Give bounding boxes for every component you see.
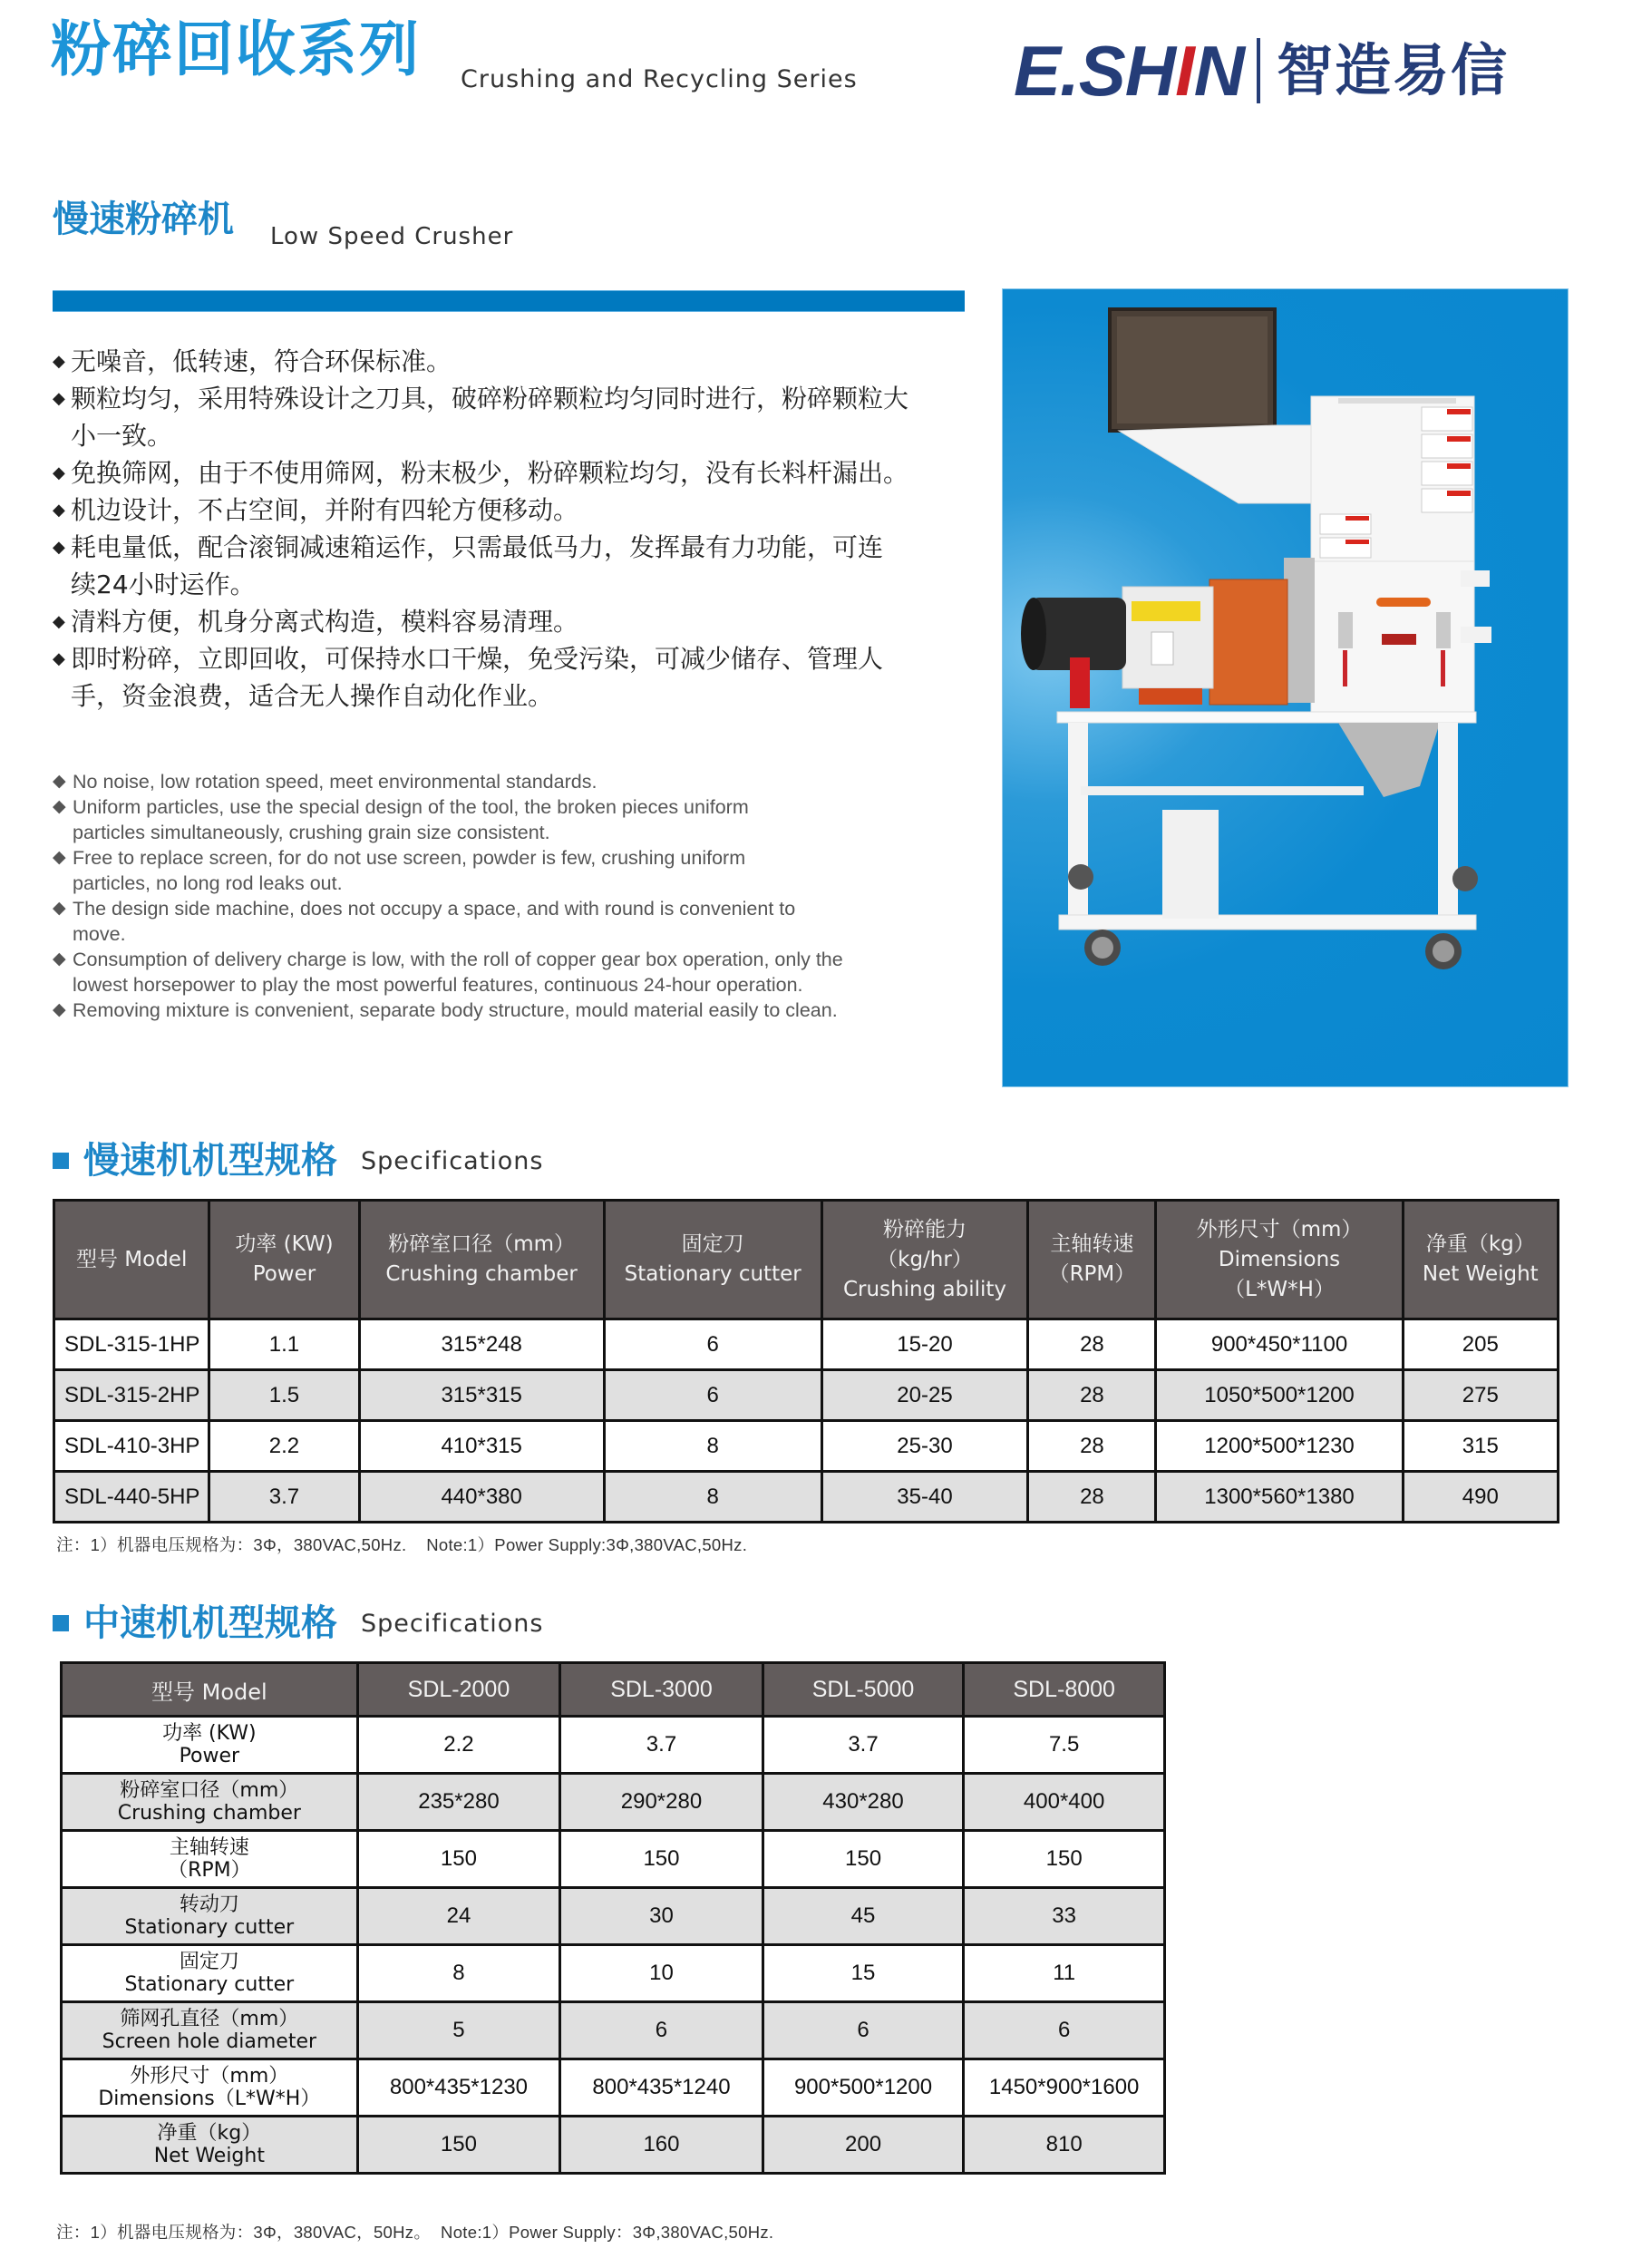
table-row-screen-hole: 筛网孔直径（mm） Screen hole diameter 5 6 6 6 (62, 2002, 1165, 2059)
table-row: SDL-440-5HP 3.7 440*380 8 35-40 28 1300*560*1380 490 (54, 1472, 1559, 1523)
table-row-rotating-cutter: 转动刀 Stationary cutter 24 30 45 33 (62, 1888, 1165, 1945)
low-speed-spec-table (53, 1199, 1559, 1523)
feature-item: ◆ 即时粉碎，立即回收，可保持水口干燥，免受污染，可减少储存、管理人手，资金浪费，适合无人操作自动化作业。 (51, 640, 905, 715)
logo-divider (1257, 38, 1260, 103)
table-row: SDL-315-2HP 1.5 315*315 6 20-25 28 1050*500*1200 275 (54, 1370, 1559, 1421)
logo-wordmark: E.SHIN (1014, 31, 1245, 111)
feature-item-en: ◆ No noise, low rotation speed, meet environmental standards. (53, 771, 597, 793)
square-bullet-icon (53, 1153, 69, 1169)
product-subtitle: Low Speed Crusher (270, 223, 514, 250)
table-row-crushing-chamber: 粉碎室口径（mm） Crushing chamber 235*280 290*280 430*280 400*400 (62, 1774, 1165, 1831)
diamond-bullet-icon: ◆ (53, 352, 65, 371)
col-header-sdl-5000: SDL-5000 (763, 1663, 964, 1717)
diamond-bullet-icon: ◆ (53, 538, 65, 557)
col-header-sdl-3000: SDL-3000 (560, 1663, 763, 1717)
feature-item-en: ◆ Free to replace screen, for do not use screen, powder is few, crushing uniform particles, no long rod leaks out. (53, 847, 746, 894)
feature-item: ◆ 无噪音，低转速，符合环保标准。 (51, 343, 957, 380)
col-header-model: 型号 Model (62, 1663, 358, 1717)
col-header-crushing-ability: 粉碎能力 （kg/hr） Crushing ability (821, 1201, 1028, 1319)
table-row-rpm: 主轴转速 （RPM） 150 150 150 150 (62, 1831, 1165, 1888)
col-header-dimensions: 外形尺寸（mm） Dimensions （L*W*H） (1156, 1201, 1403, 1319)
col-header-sdl-2000: SDL-2000 (357, 1663, 560, 1717)
col-header-model: 型号 Model (54, 1201, 209, 1319)
col-header-rpm: 主轴转速 （RPM） (1028, 1201, 1156, 1319)
diamond-bullet-icon: ◆ (53, 649, 65, 668)
power-supply-note-1: 注：1）机器电压规格为：3Φ，380VAC,50Hz. Note:1）Power Supply:3Φ,380VAC,50Hz. (56, 1535, 748, 1554)
table-row: SDL-315-1HP 1.1 315*248 6 15-20 28 900*450*1100 205 (54, 1319, 1559, 1370)
low-speed-specs-heading: 慢速机机型规格 Specifications (53, 1143, 543, 1179)
col-header-sdl-8000: SDL-8000 (964, 1663, 1165, 1717)
medium-speed-specs-heading: 中速机机型规格 Specifications (53, 1605, 543, 1641)
col-header-net-weight: 净重（kg） Net Weight (1403, 1201, 1558, 1319)
feature-item-en: ◆ Uniform particles, use the special design of the tool, the broken pieces uniform particles simultaneously, crushing grain size consistent. (53, 796, 749, 843)
col-header-crushing-chamber: 粉碎室口径（mm） Crushing chamber (359, 1201, 604, 1319)
table-header-row (54, 1201, 1559, 1319)
feature-item: ◆ 清料方便，机身分离式构造，模料容易清理。 (51, 603, 957, 640)
table-row-stationary-cutter: 固定刀 Stationary cutter 8 10 15 11 (62, 1945, 1165, 2002)
feature-item: ◆ 免换筛网，由于不使用筛网，粉末极少，粉碎颗粒均匀，没有长料杆漏出。 (51, 454, 914, 492)
table-row-net-weight: 净重（kg） Net Weight 150 160 200 810 (62, 2117, 1165, 2174)
table-row-dimensions: 外形尺寸（mm） Dimensions（L*W*H） 800*435*1230 800*435*1240 900*500*1200 1450*900*1600 (62, 2059, 1165, 2117)
table-row-power: 功率 (KW) Power 2.2 3.7 3.7 7.5 (62, 1717, 1165, 1774)
feature-item-en: ◆ The design side machine, does not occupy a space, and with round is convenient to move. (53, 898, 796, 945)
table-header-row (62, 1663, 1165, 1717)
logo-chinese-name: 智造易信 (1277, 37, 1510, 103)
diamond-bullet-icon: ◆ (53, 389, 65, 408)
square-bullet-icon (53, 1615, 69, 1631)
diamond-bullet-icon: ◆ (53, 772, 66, 791)
brand-logo (1014, 31, 1510, 111)
diamond-bullet-icon: ◆ (53, 797, 66, 816)
product-title: 慢速粉碎机 (53, 199, 234, 240)
diamond-bullet-icon: ◆ (53, 612, 65, 631)
feature-item: ◆ 机边设计，不占空间，并附有四轮方便移动。 (51, 492, 957, 529)
feature-item-en: ◆ Consumption of delivery charge is low, with the roll of copper gear box operation, only the lowest horsepower to play the most powerful features, continuous 24-hour operation. (53, 949, 843, 996)
col-header-stationary-cutter: 固定刀 Stationary cutter (604, 1201, 821, 1319)
diamond-bullet-icon: ◆ (53, 1000, 66, 1019)
diamond-bullet-icon: ◆ (53, 501, 65, 520)
crusher-machine-illustration (1003, 289, 1568, 1086)
features-list-en (53, 769, 869, 1023)
diamond-bullet-icon: ◆ (53, 899, 66, 918)
series-subtitle: Crushing and Recycling Series (461, 65, 858, 93)
diamond-bullet-icon: ◆ (53, 463, 65, 482)
product-photo (1002, 288, 1569, 1087)
series-title: 粉碎回收系列 (51, 15, 421, 84)
power-supply-note-2: 注：1）机器电压规格为：3Φ，380VAC，50Hz。 Note:1）Power Supply：3Φ,380VAC,50Hz. (56, 2223, 774, 2242)
section-divider-bar (53, 290, 965, 312)
diamond-bullet-icon: ◆ (53, 949, 66, 969)
features-list-cn (51, 343, 957, 715)
feature-item: ◆ 耗电量低，配合滚铜减速箱运作，只需最低马力，发挥最有力功能，可连续24小时运作。 (51, 529, 896, 603)
diamond-bullet-icon: ◆ (53, 848, 66, 867)
col-header-power: 功率 (KW) Power (209, 1201, 359, 1319)
feature-item-en: ◆ Removing mixture is convenient, separate body structure, mould material easily to clean. (53, 999, 838, 1021)
table-row: SDL-410-3HP 2.2 410*315 8 25-30 28 1200*500*1230 315 (54, 1421, 1559, 1472)
medium-speed-spec-table (60, 1661, 1166, 2175)
feature-item: ◆ 颗粒均匀，采用特殊设计之刀具，破碎粉碎颗粒均匀同时进行，粉碎颗粒大小一致。 (51, 380, 914, 454)
